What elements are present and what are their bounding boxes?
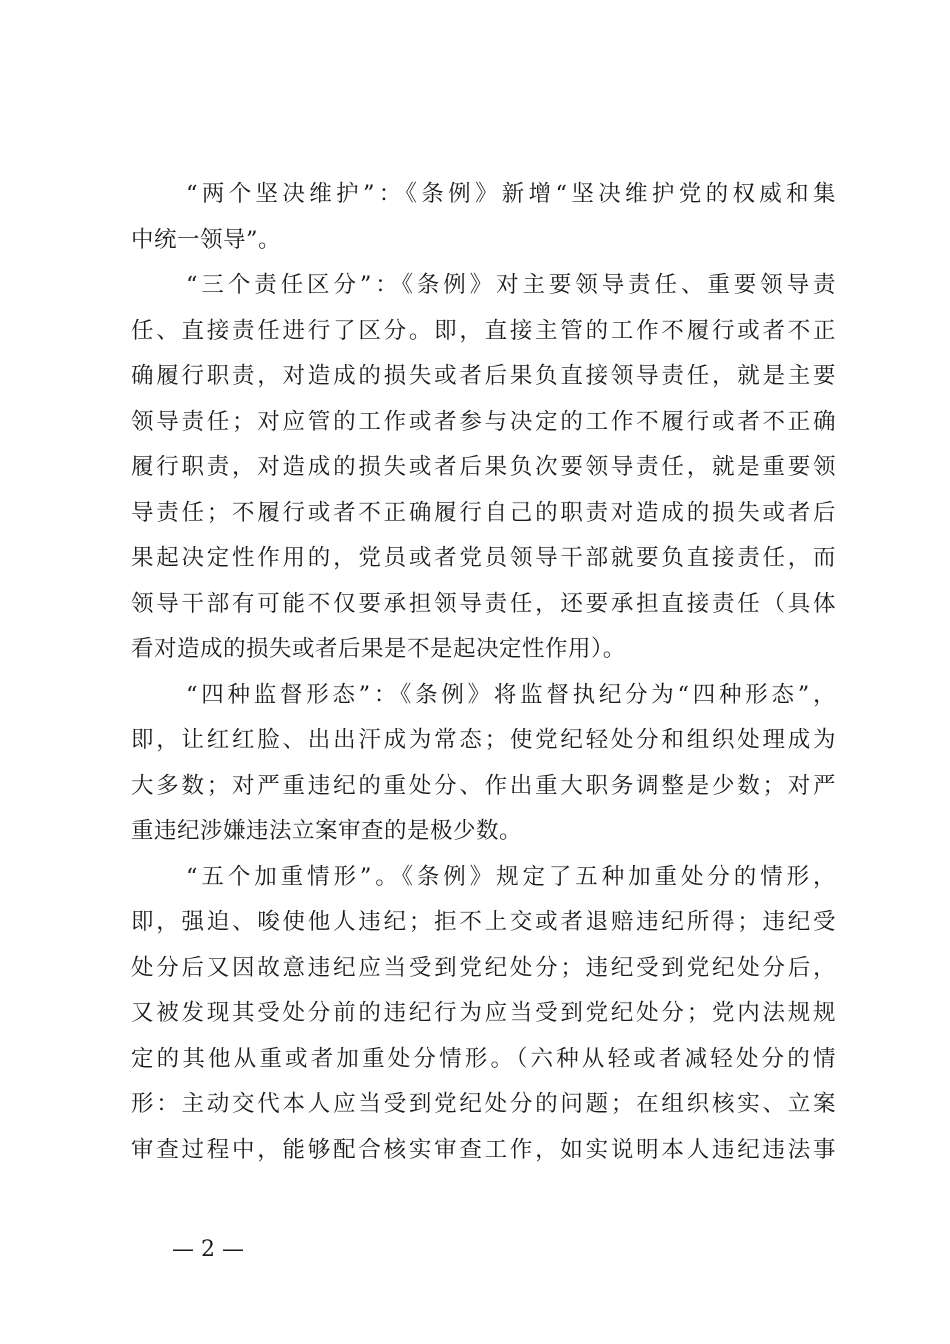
paragraph-line: 重违纪涉嫌违法立案审查的是极少数。: [131, 818, 523, 844]
paragraph-line: 形：主动交代本人应当受到党纪处分的问题；在组织核实、立案: [131, 1091, 836, 1117]
paragraph-line: 看对造成的损失或者后果是不是起决定性作用）。: [131, 636, 626, 662]
paragraph-line: 审查过程中，能够配合核实审查工作，如实说明本人违纪违法事: [131, 1136, 836, 1163]
paragraph-line: 又被发现其受处分前的违纪行为应当受到党纪处分；党内法规规: [131, 1000, 836, 1026]
paragraph-line: “三个责任区分”：《条例》对主要领导责任、重要领导责: [186, 272, 836, 298]
paragraph-line: 确履行职责，对造成的损失或者后果负直接领导责任，就是主要: [131, 363, 836, 389]
page-number: — 2 —: [172, 1237, 244, 1262]
paragraph-line: 即，让红红脸、出出汗成为常态；使党纪轻处分和组织处理成为: [131, 727, 836, 753]
document-body: [131, 172, 836, 1173]
paragraph-line: 处分后又因故意违纪应当受到党纪处分；违纪受到党纪处分后，: [131, 954, 836, 981]
paragraph-line: 大多数；对严重违纪的重处分、作出重大职务调整是少数；对严: [131, 772, 836, 799]
paragraph-line: 果起决定性作用的，党员或者党员领导干部就要负直接责任，而: [131, 545, 836, 571]
paragraph-line: 领导干部有可能不仅要承担领导责任，还要承担直接责任（具体: [131, 590, 836, 617]
paragraph-line: “四种监督形态”：《条例》将监督执纪分为“四种形态”，: [186, 681, 836, 708]
paragraph-line: 中统一领导”。: [131, 226, 282, 253]
paragraph-line: 导责任；不履行或者不正确履行自己的职责对造成的损失或者后: [131, 499, 836, 526]
paragraph-line: “五个加重情形”。《条例》规定了五种加重处分的情形，: [186, 863, 836, 890]
paragraph-line: 履行职责，对造成的损失或者后果负次要领导责任，就是重要领: [131, 454, 836, 480]
paragraph-line: 领导责任；对应管的工作或者参与决定的工作不履行或者不正确: [131, 408, 836, 435]
paragraph-line: 即，强迫、唆使他人违纪；拒不上交或者退赔违纪所得；违纪受: [131, 909, 836, 935]
paragraph-line: “两个坚决维护”：《条例》新增“坚决维护党的权威和集: [186, 181, 836, 207]
paragraph-line: 任、直接责任进行了区分。即，直接主管的工作不履行或者不正: [131, 317, 836, 344]
paragraph-line: 定的其他从重或者加重处分情形。（六种从轻或者减轻处分的情: [131, 1045, 836, 1072]
